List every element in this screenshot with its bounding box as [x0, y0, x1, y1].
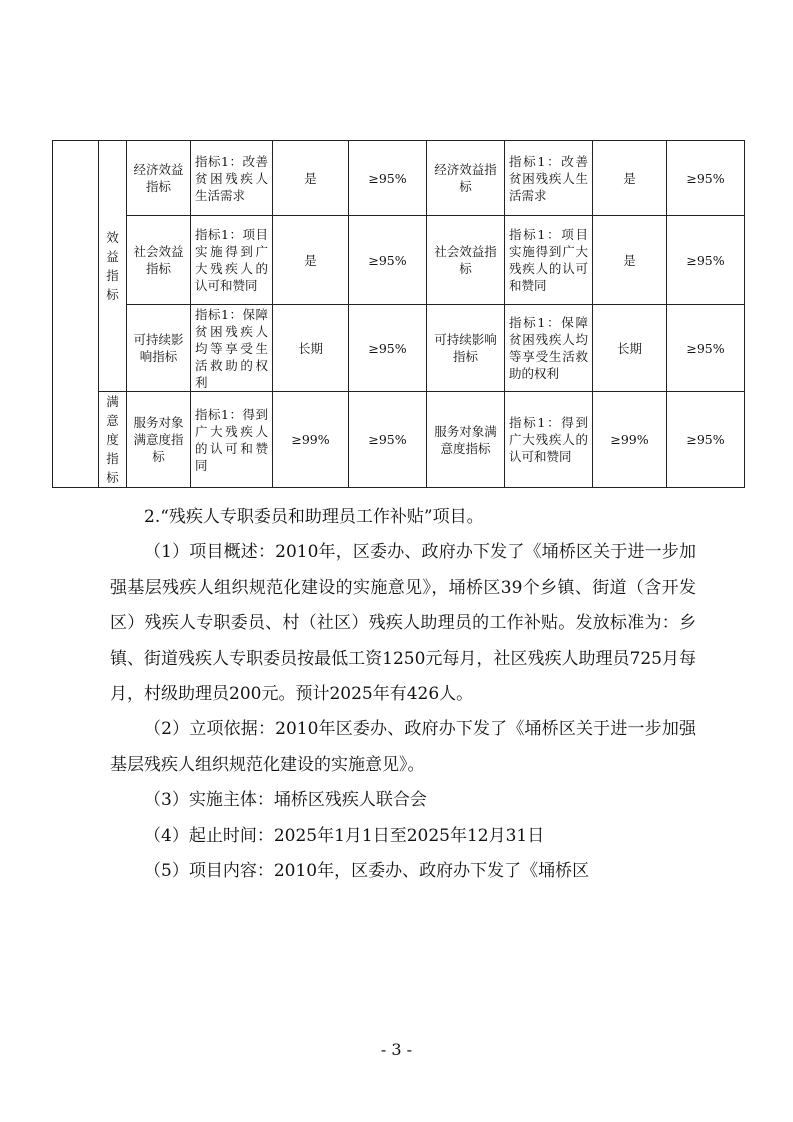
- group-efficiency-cell: 效益指标: [99, 141, 127, 392]
- table-row: [53, 305, 745, 392]
- indicator-desc-cell: 指标1：保障贫困残疾人均等享受生活救助的权利: [505, 305, 593, 392]
- table-row: [53, 216, 745, 305]
- value-cell: 是: [273, 216, 349, 305]
- value-cell: 是: [593, 141, 667, 216]
- value-cell: ≥95%: [667, 305, 745, 392]
- indicator-desc-cell: 指标1：项目实施得到广大残疾人的认可和赞同: [191, 216, 273, 305]
- sub-indicator-cell: 可持续影响指标: [127, 305, 191, 392]
- sub-indicator-cell: 社会效益指标: [127, 216, 191, 305]
- paragraph-implementer: （3）实施主体：埇桥区残疾人联合会: [144, 790, 427, 811]
- indicator-desc-cell: 指标1：得到广大残疾人的认可和赞同: [191, 392, 273, 488]
- paragraph-overview: （1）项目概述：2010年，区委办、政府办下发了《埇桥区关于进一步加强基层残疾人组织规范化建设的实施意见》，埇桥区39个乡镇、街道（含开发区）残疾人专职委员、村（社区）残疾人助理员的工作补贴。发放标准为：乡镇、街道残疾人专职委员按最低工资1250元每月，社区残疾人助理员725月每月，村级助理员200元。预计2025年有426人。: [110, 542, 696, 705]
- sub-indicator-cell: 可持续影响指标: [427, 305, 505, 392]
- sub-indicator-cell: 社会效益指标: [427, 216, 505, 305]
- value-cell: ≥99%: [593, 392, 667, 488]
- paragraph-period: （4）起止时间：2025年1月1日至2025年12月31日: [144, 825, 545, 846]
- value-cell: ≥95%: [349, 305, 427, 392]
- value-cell: ≥95%: [667, 392, 745, 488]
- paragraph-basis: （2）立项依据：2010年区委办、政府办下发了《埇桥区关于进一步加强基层残疾人组织规范化建设的实施意见》。: [110, 719, 696, 775]
- sub-indicator-cell: 服务对象满意度指标: [127, 392, 191, 488]
- performance-indicator-table: [52, 140, 745, 488]
- body-text: [110, 500, 696, 889]
- value-cell: ≥95%: [349, 216, 427, 305]
- value-cell: ≥95%: [349, 392, 427, 488]
- table-row: [53, 392, 745, 488]
- value-cell: ≥95%: [349, 141, 427, 216]
- value-cell: ≥95%: [667, 216, 745, 305]
- value-cell: 长期: [273, 305, 349, 392]
- paragraph-content: （5）项目内容：2010年，区委办、政府办下发了《埇桥区: [144, 861, 590, 882]
- value-cell: ≥99%: [273, 392, 349, 488]
- group-satisfaction-cell: 满意度指标: [99, 392, 127, 488]
- indicator-desc-cell: 指标1：得到广大残疾人的认可和赞同: [505, 392, 593, 488]
- sub-indicator-cell: 经济效益指标: [427, 141, 505, 216]
- value-cell: 是: [273, 141, 349, 216]
- indicator-desc-cell: 指标1：改善贫困残疾人生活需求: [505, 141, 593, 216]
- indicator-desc-cell: 指标1：项目实施得到广大残疾人的认可和赞同: [505, 216, 593, 305]
- indicator-desc-cell: 指标1：改善贫困残疾人生活需求: [191, 141, 273, 216]
- value-cell: 长期: [593, 305, 667, 392]
- sub-indicator-cell: 服务对象满意度指标: [427, 392, 505, 488]
- sub-indicator-cell: 经济效益指标: [127, 141, 191, 216]
- value-cell: 是: [593, 216, 667, 305]
- value-cell: ≥95%: [667, 141, 745, 216]
- section-heading: 2.“残疾人专职委员和助理员工作补贴”项目。: [144, 507, 484, 527]
- table-row: [53, 141, 745, 216]
- indicator-desc-cell: 指标1：保障贫困残疾人均等享受生活救助的权利: [191, 305, 273, 392]
- blank-outer-cell: [53, 141, 99, 488]
- page-number: - 3 -: [380, 1040, 413, 1059]
